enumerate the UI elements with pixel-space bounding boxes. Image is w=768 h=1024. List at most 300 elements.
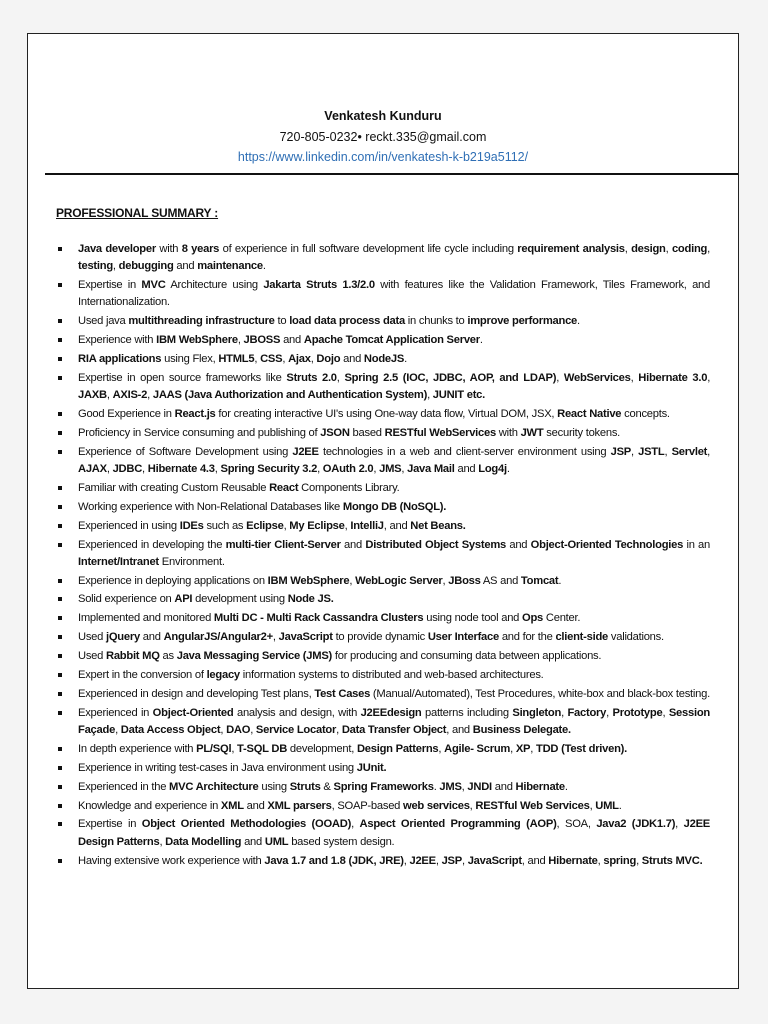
summary-item (58, 686, 710, 703)
summary-item (58, 499, 710, 516)
text: , (675, 818, 684, 831)
bullet-icon (58, 597, 62, 601)
text: based (349, 426, 385, 439)
text: , (624, 243, 632, 255)
text: Center. (543, 612, 581, 625)
text: Architecture using (165, 279, 264, 292)
bold-text: coding (671, 243, 708, 255)
bold-text: JBoss (448, 574, 481, 587)
text: Proficiency in Service consuming and publishing of (78, 426, 321, 439)
text: In depth experience with (78, 742, 197, 755)
bold-text: WebLogic Server (355, 574, 443, 587)
text: . (404, 352, 407, 365)
bold-text: AngularJS/Angular2+ (163, 631, 273, 644)
bold-text: My Eclipse (289, 519, 345, 532)
text: validations. (608, 631, 664, 644)
text: , (317, 462, 323, 475)
bullet-icon (58, 692, 62, 696)
summary-item (58, 705, 710, 739)
bold-text: RESTful WebServices (384, 426, 496, 439)
text: using (258, 780, 290, 793)
summary-item (58, 444, 710, 478)
bold-text: Factory (567, 706, 607, 719)
summary-item (58, 406, 710, 423)
summary-item (58, 277, 710, 311)
bold-text: Java2 (JDK1.7) (596, 818, 676, 831)
text: , (214, 462, 221, 475)
summary-list (58, 241, 710, 871)
text: as (159, 650, 177, 663)
text: , (373, 462, 380, 475)
text: , (106, 462, 113, 475)
text: technologies in a web and client-server environment using (318, 445, 611, 458)
bold-text: web services (403, 799, 470, 812)
bullet-icon (58, 486, 62, 490)
bold-text: React (269, 481, 299, 494)
text: . (564, 780, 568, 793)
text: , (344, 519, 351, 532)
text: , (349, 574, 356, 587)
text: information systems to distributed and web-based architectures. (239, 669, 544, 682)
bold-text: IBM WebSphere (267, 574, 350, 587)
bold-text: Spring Security 3.2 (220, 462, 318, 475)
bold-text: Service Locator (255, 724, 337, 737)
summary-item (58, 518, 710, 535)
bold-text: Apache Tomcat Application Server (303, 334, 480, 347)
bold-text: Hibernate (548, 854, 598, 867)
bold-text: JSON (320, 426, 350, 439)
bullet-icon (58, 431, 62, 435)
text: using node tool and (423, 612, 523, 625)
summary-item (58, 610, 710, 627)
text: Experienced in the (78, 780, 170, 793)
text: Expert in the conversion of (78, 669, 207, 682)
text: , (589, 799, 596, 812)
bold-text: CSS (260, 352, 283, 365)
text: Experienced in design and developing Test plans, (78, 687, 315, 700)
header-divider (45, 173, 739, 175)
bold-text: Agile- Scrum (444, 742, 511, 755)
text: , (403, 854, 410, 867)
bold-text: client-side (555, 631, 609, 644)
text: for creating interactive UI's using One-way data flow, Virtual DOM, JSX, (215, 407, 558, 420)
bold-text: T-SQL DB (237, 742, 288, 755)
bold-text: JUnit. (356, 761, 387, 774)
text: security tokens. (543, 426, 621, 439)
bold-text: Spring 2.5 (IOC, JDBC, AOP, and LDAP) (344, 371, 557, 384)
resume-page (27, 33, 739, 989)
summary-item (58, 760, 710, 777)
bold-text: J2EE (292, 445, 319, 458)
bold-text: Singleton (512, 706, 562, 719)
text: with (155, 243, 182, 255)
text: to provide dynamic (332, 631, 428, 644)
bold-text: debugging (118, 260, 174, 273)
candidate-name: Venkatesh Kunduru (324, 109, 442, 123)
text: , (606, 706, 613, 719)
bold-text: JWT (520, 426, 544, 439)
bold-text: Hibernate (515, 780, 565, 793)
bold-text: multithreading infrastructure (128, 315, 275, 328)
text: and (241, 835, 265, 848)
text: Expertise in (78, 818, 142, 831)
text: and (505, 538, 531, 551)
text: using Flex, (161, 352, 219, 365)
text: , SOA, (556, 818, 597, 831)
text: of experience in full software development life cycle including (219, 243, 518, 255)
text: , SOAP-based (331, 799, 403, 812)
bullet-icon (58, 283, 62, 287)
text: , (231, 742, 238, 755)
text: , (561, 706, 568, 719)
bold-text: User Interface (427, 631, 499, 644)
bold-text: improve performance (467, 315, 578, 328)
text: , (438, 742, 445, 755)
text: Environment. (158, 555, 225, 568)
text: . (618, 799, 622, 812)
text: . (479, 334, 483, 347)
text: and (139, 631, 164, 644)
text: Used java (78, 315, 129, 328)
bold-text: spring (603, 854, 637, 867)
text: , (461, 854, 468, 867)
text: , (401, 462, 408, 475)
text: with features like the Validation Framework, Tiles Framework, and Internationalization. (78, 279, 710, 309)
bold-text: Node JS. (287, 593, 334, 606)
bullet-icon (58, 450, 62, 454)
text: (Manual/Automated), Test Procedures, white-box and black-box testing. (370, 687, 710, 700)
bold-text: WebServices (563, 371, 631, 384)
text: development using (192, 593, 288, 606)
text: Used (78, 631, 106, 644)
bold-text: 8 years (181, 243, 220, 255)
text: , (442, 574, 449, 587)
summary-item (58, 591, 710, 608)
bold-text: Object-Oriented (152, 706, 234, 719)
text: and (280, 334, 304, 347)
bold-text: Design Patterns (356, 742, 439, 755)
bold-text: Mongo DB (NoSQL). (342, 500, 447, 513)
summary-item (58, 667, 710, 684)
bold-text: Java developer (78, 243, 156, 255)
bold-text: Tomcat (520, 574, 559, 587)
bold-text: jQuery (105, 631, 140, 644)
text: Experience in deploying applications on (78, 574, 268, 587)
bullet-icon (58, 376, 62, 380)
text: Solid experience on (78, 593, 175, 606)
text: , (159, 835, 166, 848)
text: Components Library. (298, 481, 400, 494)
text: , (220, 724, 227, 737)
bold-text: Servlet (671, 445, 708, 458)
bold-text: JUNIT etc. (432, 389, 486, 402)
text: and (173, 260, 198, 273)
text: in chunks to (404, 315, 468, 328)
summary-item (58, 779, 710, 796)
bold-text: TDD (Test driven). (536, 742, 628, 755)
bullet-icon (58, 579, 62, 583)
bold-text: Multi DC - Multi Rack Cassandra Clusters (213, 612, 424, 625)
text: Implemented and monitored (78, 612, 214, 625)
bullet-icon (58, 747, 62, 751)
bold-text: DAO (226, 724, 251, 737)
bullet-icon (58, 543, 62, 547)
text: . (506, 462, 510, 475)
bullet-icon (58, 247, 62, 251)
bold-text: Hibernate 3.0 (638, 371, 708, 384)
text: , (147, 389, 153, 402)
bullet-icon (58, 654, 62, 658)
text: , (310, 352, 317, 365)
text: and (454, 462, 479, 475)
text: , (707, 371, 711, 384)
section-title: PROFESSIONAL SUMMARY : (56, 206, 219, 220)
bold-text: Data Transfer Object (341, 724, 447, 737)
bold-text: maintenance (197, 260, 263, 273)
bold-text: JavaScript (467, 854, 522, 867)
summary-item (58, 313, 710, 330)
bold-text: Ops (522, 612, 544, 625)
text: , (142, 462, 148, 475)
text: , (283, 519, 290, 532)
bold-text: Java 1.7 and 1.8 (JDK, JRE) (264, 854, 404, 867)
text: and (340, 352, 364, 365)
resume-header (28, 106, 738, 167)
bold-text: Java Messaging Service (JMS) (176, 650, 333, 663)
text: , (115, 724, 121, 737)
bold-text: Object-Oriented Technologies (530, 538, 684, 551)
bold-text: RIA applications (78, 352, 162, 365)
bold-text: Struts (289, 780, 321, 793)
text: Familiar with creating Custom Reusable (78, 481, 270, 494)
summary-item (58, 648, 710, 665)
bold-text: Struts MVC. (641, 854, 703, 867)
bold-text: JMS (439, 780, 462, 793)
bullet-icon (58, 338, 62, 342)
bold-text: JAAS (Java Authorization and Authentication System) (152, 389, 428, 402)
bullet-icon (58, 505, 62, 509)
bold-text: AXIS-2 (112, 389, 148, 402)
text: , (469, 799, 476, 812)
bullet-icon (58, 357, 62, 361)
bold-text: NodeJS (363, 352, 405, 365)
text: , (631, 445, 639, 458)
text: patterns including (421, 706, 513, 719)
text: Experienced in developing the (78, 538, 226, 551)
text: for producing and consuming data between applications. (332, 650, 602, 663)
linkedin-link[interactable]: https://www.linkedin.com/in/venkatesh-k-b219a5112/ (237, 150, 529, 164)
bold-text: IBM WebSphere (156, 334, 238, 347)
text: Expertise in (78, 279, 142, 292)
bold-text: Spring Frameworks (333, 780, 434, 793)
bold-text: JSP (610, 445, 631, 458)
bold-text: Ajax (288, 352, 311, 365)
bold-text: Eclipse (246, 519, 284, 532)
summary-item (58, 629, 710, 646)
bold-text: PL/SQl (196, 742, 232, 755)
bold-text: Prototype (612, 706, 663, 719)
bold-text: JBOSS (243, 334, 281, 347)
bold-text: design (631, 243, 666, 255)
text: , (250, 724, 256, 737)
bold-text: Log4j (478, 462, 507, 475)
text: , (336, 371, 345, 384)
bold-text: Rabbit MQ (105, 650, 160, 663)
bullet-icon (58, 635, 62, 639)
text: , and (521, 854, 549, 867)
text: development, (287, 742, 357, 755)
bold-text: J2EEdesign (360, 706, 422, 719)
text: , (556, 371, 564, 384)
bold-text: XML (220, 799, 244, 812)
text: Experienced in using (78, 519, 180, 532)
bold-text: Dojo (316, 352, 341, 365)
text: with (495, 426, 521, 439)
bold-text: IDEs (179, 519, 204, 532)
text: , (630, 371, 639, 384)
bold-text: JMS (379, 462, 402, 475)
bold-text: Java Mail (407, 462, 455, 475)
bold-text: Object Oriented Methodologies (OOAD) (141, 818, 352, 831)
summary-item (58, 853, 710, 870)
text: , (510, 742, 516, 755)
text: , (662, 706, 669, 719)
text: , and (383, 519, 411, 532)
bold-text: legacy (206, 669, 240, 682)
text: and (340, 538, 366, 551)
bold-text: Struts 2.0 (286, 371, 337, 384)
bold-text: JNDI (467, 780, 492, 793)
bold-text: Data Access Object (120, 724, 221, 737)
text: , (282, 352, 289, 365)
bold-text: Jakarta Struts 1.3/2.0 (263, 279, 375, 292)
bold-text: IntelliJ (350, 519, 384, 532)
bold-text: Hibernate 4.3 (147, 462, 215, 475)
bullet-icon (58, 616, 62, 620)
text: , (272, 631, 279, 644)
text: . (433, 780, 440, 793)
text: to (274, 315, 290, 328)
text: Knowledge and experience in (78, 799, 221, 812)
bold-text: Internet/Intranet (78, 555, 159, 568)
bold-text: testing (78, 260, 113, 273)
text: , (351, 818, 360, 831)
summary-item (58, 798, 710, 815)
bold-text: requirement analysis (517, 243, 625, 255)
text: , (665, 243, 672, 255)
text: Experienced in (78, 706, 153, 719)
bold-text: Distributed Object Systems (365, 538, 506, 551)
text: , (664, 445, 672, 458)
text: , (530, 742, 536, 755)
bold-text: Business Delegate. (472, 724, 571, 737)
bold-text: load data process data (289, 315, 405, 328)
text: . (577, 315, 580, 328)
bullet-icon (58, 673, 62, 677)
bold-text: Data Modelling (165, 835, 242, 848)
bold-text: OAuth 2.0 (322, 462, 374, 475)
text: & (320, 780, 334, 793)
text: , (427, 389, 433, 402)
text: based system design. (288, 835, 395, 848)
text: , (254, 352, 261, 365)
bold-text: RESTful Web Services (475, 799, 590, 812)
bold-text: API (174, 593, 193, 606)
text: , (636, 854, 642, 867)
text: , (237, 334, 244, 347)
text: AS and (480, 574, 521, 587)
bold-text: UML (595, 799, 619, 812)
summary-item (58, 537, 710, 571)
text: Experience in writing test-cases in Java environment using (78, 761, 357, 774)
bold-text: XML parsers (267, 799, 332, 812)
bold-text: XP (515, 742, 531, 755)
bold-text: JDBC (112, 462, 143, 475)
bullet-icon (58, 859, 62, 863)
text: concepts. (621, 407, 670, 420)
text: in an (683, 538, 710, 551)
bold-text: AJAX (78, 462, 107, 475)
text: Experience of Software Development using (78, 445, 293, 458)
summary-item (58, 332, 710, 349)
bullet-icon (58, 822, 62, 826)
text: Having extensive work experience with (78, 854, 265, 867)
bullet-icon (58, 804, 62, 808)
bold-text: multi-tier Client-Server (225, 538, 341, 551)
bold-text: Net Beans. (410, 519, 466, 532)
text: Experience with (78, 334, 157, 347)
text: , (707, 445, 711, 458)
text: , and (446, 724, 473, 737)
text: , (336, 724, 342, 737)
contact-info: 720-805-0232• reckt.335@gmail.com (279, 130, 487, 144)
summary-item (58, 480, 710, 497)
bold-text: HTML5 (218, 352, 255, 365)
text: . (558, 574, 562, 587)
summary-item (58, 241, 710, 275)
text: , (112, 260, 119, 273)
bold-text: J2EE (409, 854, 436, 867)
text: , (435, 854, 442, 867)
bold-text: UML (264, 835, 289, 848)
summary-item (58, 573, 710, 590)
bullet-icon (58, 319, 62, 323)
text: . (262, 260, 266, 273)
bold-text: React.js (174, 407, 216, 420)
bold-text: Session Façade (78, 706, 710, 737)
text: and (243, 799, 268, 812)
bold-text: MVC Architecture (169, 780, 259, 793)
summary-item (58, 351, 710, 368)
bullet-icon (58, 524, 62, 528)
bullet-icon (58, 785, 62, 789)
bullet-icon (58, 766, 62, 770)
text: analysis and design, with (233, 706, 361, 719)
bold-text: React Native (557, 407, 622, 420)
text: and for the (498, 631, 556, 644)
text: and (491, 780, 516, 793)
bold-text: JAXB (78, 389, 107, 402)
text: Expertise in open source frameworks like (78, 371, 287, 384)
bullet-icon (58, 412, 62, 416)
bold-text: MVC (141, 279, 166, 292)
summary-item (58, 425, 710, 442)
text: Used (78, 650, 106, 663)
text: Good Experience in (78, 407, 175, 420)
bold-text: Aspect Oriented Programming (AOP) (359, 818, 557, 831)
summary-item (58, 741, 710, 758)
bullet-icon (58, 711, 62, 715)
